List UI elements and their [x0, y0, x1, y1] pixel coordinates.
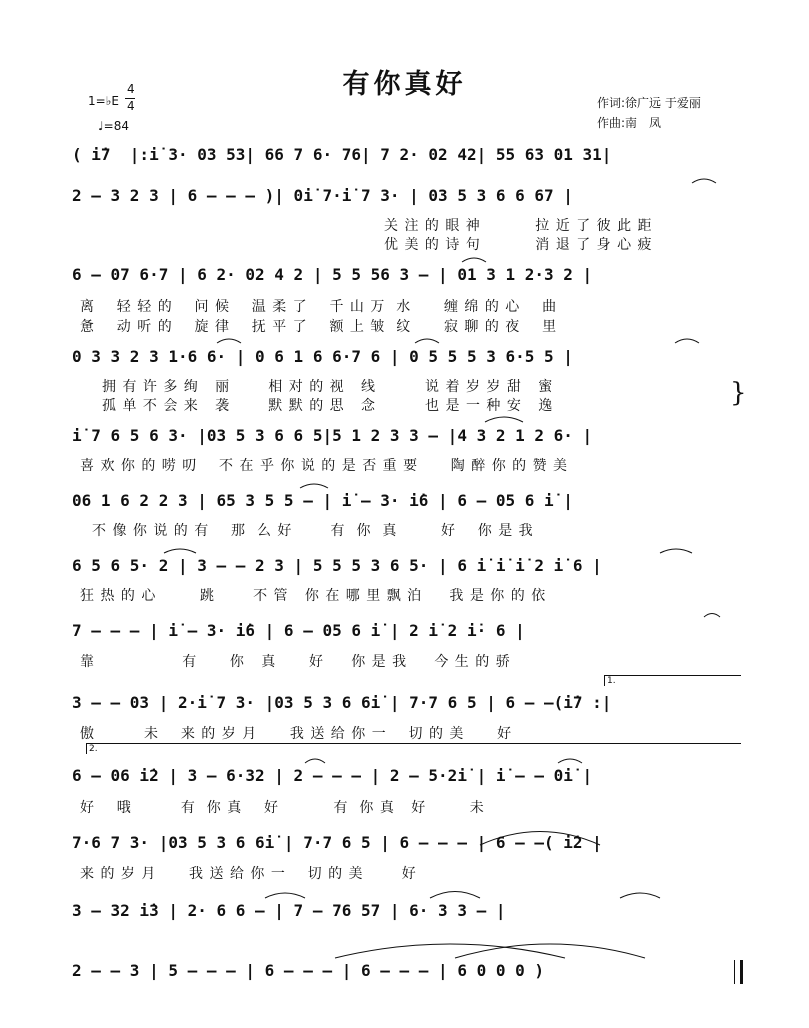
lyric-line-11: 来 的 岁 月 我 送 给 你 一 切 的 美 好 — [80, 866, 417, 882]
slur — [265, 893, 305, 898]
key-signature — [88, 80, 168, 140]
slur — [455, 944, 645, 958]
slur — [558, 759, 582, 763]
notation-line-12: 3 — 32 i̇3 | 2· 6 6 — | 7 — 76 57 | 6· 3 3 — | — [72, 901, 506, 920]
composer: 作曲:南 凤 — [597, 116, 662, 130]
lyric-line-7: 狂 热 的 心 跳 不 管 你 在 哪 里 飘 泊 我 是 你 的 依 — [80, 588, 547, 604]
notation-line-11: 7·6 7 3· |03 5 3 6 6i̇ | 7·7 6 5 | 6 — — — | 6 — —( i̇2 | — [72, 833, 602, 852]
lyric-line-3a: 离 轻 轻 的 问 候 温 柔 了 千 山 万 水 缠 绵 的 心 曲 — [80, 299, 558, 315]
lyric-line-3b: 惫 动 听 的 旋 律 抚 平 了 额 上 皱 纹 寂 聊 的 夜 里 — [80, 319, 558, 335]
key-label: 1=♭E — [88, 94, 119, 108]
lyric-line-5: 喜 欢 你 的 唠 叨 不 在 乎 你 说 的 是 否 重 要 陶 醉 你 的 赞 美 — [80, 458, 569, 474]
notation-line-6: 06 1 6 2 2 3 | 65 3 5 5 — | i̇ — 3· i̇6 | 6 — 05 6 i̇ | — [72, 491, 573, 510]
lyric-line-6: 不 像 你 说 的 有 那 么 好 有 你 真 好 你 是 我 — [92, 523, 534, 539]
slur — [164, 549, 196, 553]
slur — [675, 339, 699, 343]
notation-line-13: 2 — — 3 | 5 — — — | 6 — — — | 6 — — — | 6 0 0 0 ) — [72, 961, 545, 980]
notation-line-9: 3 — — 03 | 2·i̇ 7 3· |03 5 3 6 6i̇ | 7·7 6 5 | 6 — —(i̇7 :| — [72, 693, 612, 712]
final-barline — [734, 960, 743, 984]
repeat-brace: } — [730, 378, 747, 408]
lyric-line-2b: 优 美 的 诗 句 消 退 了 身 心 疲 — [384, 237, 653, 253]
notation-line-2: 2 — 3 2 3 | 6 — — — )| 0i̇ 7·i̇ 7 3· | 03 5 3 6 6 67 | — [72, 186, 573, 205]
song-title: 有你真好 — [342, 69, 467, 100]
tempo-mark: ♩=84 — [98, 119, 129, 133]
slur — [660, 549, 692, 553]
time-numerator: 4 — [127, 82, 135, 96]
slur — [217, 339, 241, 343]
slur — [430, 892, 480, 899]
lyric-line-9: 傲 未 来 的 岁 月 我 送 给 你 一 切 的 美 好 — [80, 726, 513, 742]
notation-line-7: 6 5 6 5· 2 | 3 — — 2 3 | 5 5 5 3 6 5· | 6 i̇ i̇ i̇ 2 i̇ 6 | — [72, 556, 602, 575]
notation-line-8: 7 — — — | i̇ — 3· i̇6 | 6 — 05 6 i̇ | 2 i̇ 2 i̇· 6 | — [72, 621, 525, 640]
volta-1: 1. — [604, 675, 741, 686]
slur — [704, 614, 720, 618]
notation-line-10: 6 — 06 i̇2 | 3 — 6·32 | 2 — — — | 2 — 5·2i̇ | i̇ — — 0i̇ | — [72, 766, 593, 785]
volta-2: 2. — [86, 743, 741, 754]
slur — [462, 258, 486, 262]
notation-line-1: ( i̇7 |:i̇ 3· 03 53| 66 7 6· 76| 7 2· 02 42| 55 63 01 31| — [72, 145, 612, 164]
slur — [485, 417, 523, 422]
lyric-line-4a: 拥 有 许 多 绚 丽 相 对 的 视 线 说 着 岁 岁 甜 蜜 — [102, 379, 554, 395]
time-denominator: 4 — [127, 99, 135, 113]
slur — [300, 484, 328, 488]
lyric-line-8: 靠 有 你 真 好 你 是 我 今 生 的 骄 — [80, 654, 511, 670]
lyric-line-2a: 关 注 的 眼 神 拉 近 了 彼 此 距 — [384, 218, 653, 234]
lyricist: 作词:徐广远 于爱丽 — [597, 96, 701, 110]
slur — [620, 893, 660, 898]
slur — [335, 944, 565, 958]
slur — [692, 179, 716, 183]
credits — [597, 93, 701, 133]
notation-line-5: i̇ 7 6 5 6 3· |03 5 3 6 6 5|5 1 2 3 3 — |4 3 2 1 2 6· | — [72, 426, 593, 445]
lyric-line-4b: 孤 单 不 会 来 袭 默 默 的 思 念 也 是 一 种 安 逸 — [102, 398, 554, 414]
notation-line-4: 0 3 3 2 3 1·6 6· | 0 6 1 6 6·7 6 | 0 5 5 5 3 6·5 5 | — [72, 347, 573, 366]
lyric-line-10: 好 哦 有 你 真 好 有 你 真 好 未 — [80, 800, 485, 816]
slur — [305, 759, 325, 763]
notation-line-3: 6 — 07 6·7 | 6 2· 02 4 2 | 5 5 56 3 — | 01 3 1 2·3 2 | — [72, 265, 593, 284]
slur — [415, 339, 439, 343]
